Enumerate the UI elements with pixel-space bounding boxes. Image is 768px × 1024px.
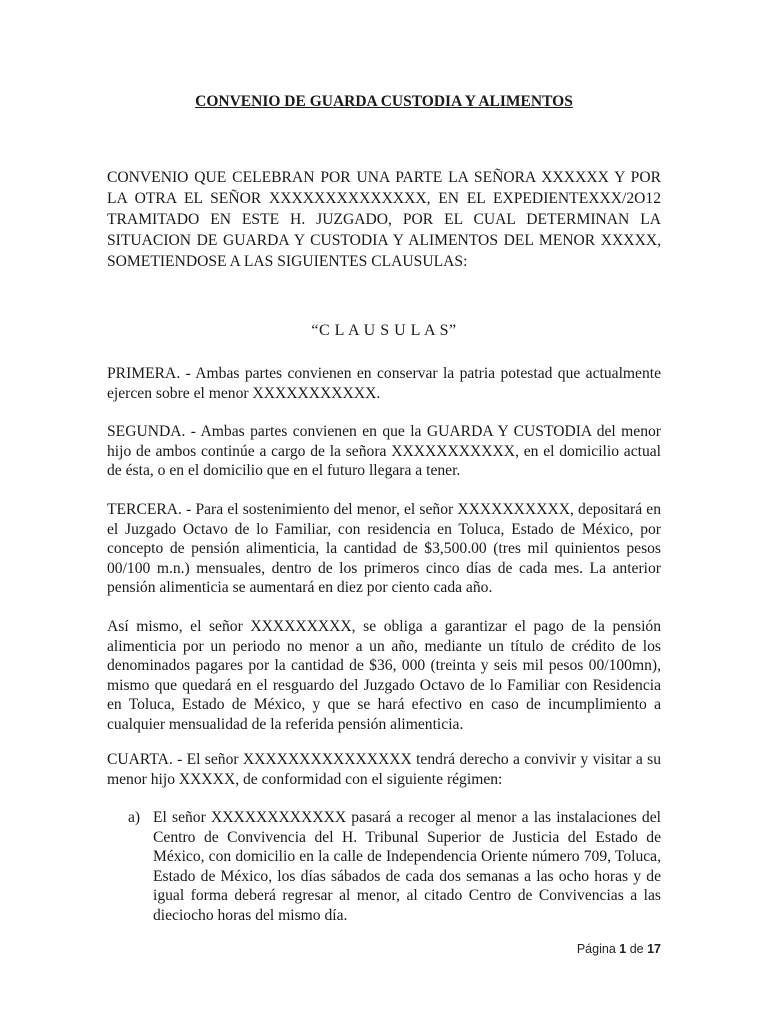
total-pages: 17 — [647, 942, 661, 956]
list-marker: a) — [128, 809, 141, 826]
list-item — [128, 808, 661, 926]
clausulas-heading: “C L A U S U L A S” — [311, 322, 457, 339]
visitation-list — [128, 808, 661, 926]
current-page: 1 — [619, 942, 627, 956]
paragraph-asimismo: Así mismo, el señor XXXXXXXXX, se obliga a garantizar el pago de la pensión alimenticia por un periodo no menor a un año, mediante un título de crédito de los denominados pagares por la cantidad de $36, 000 (treinta y seis mil pesos 00/100mn), mismo que quedará en el resguardo del Juzgado Octavo de lo Familiar con Residencia en Toluca, Estado de México, y que se hará efectivo en caso de incumplimiento a cualquier mensualidad de la referida pensión alimenticia. — [107, 618, 661, 733]
clause-tercera: TERCERA. - Para el sostenimiento del menor, el señor XXXXXXXXXX, depositará en el Juzgado Octavo de lo Familiar, con residencia en Toluca, Estado de México, por concepto de pensión alimenticia, la cantidad de $3,500.00 (tres mil quinientos pesos 00/100 m.n.) mensuales, dentro de los primeros cinco días de cada mes. La anterior pensión alimenticia se aumentará en diez por ciento cada año. — [107, 501, 661, 597]
page-number-footer — [577, 942, 661, 956]
clause-cuarta: CUARTA. - El señor XXXXXXXXXXXXXXX tendrá derecho a convivir y visitar a su menor hijo XXXXX, de conformidad con el siguiente régimen: — [107, 751, 661, 788]
intro-paragraph: CONVENIO QUE CELEBRAN POR UNA PARTE LA SEÑORA XXXXXX Y POR LA OTRA EL SEÑOR XXXXXXXXXXXXXX, EN EL EXPEDIENTEXXX/2O12 TRAMITADO EN ESTE H. JUZGADO, POR EL CUAL DETERMINAN LA SITUACION DE GUARDA Y CUSTODIA Y ALIMENTOS DEL MENOR XXXXX, SOMETIENDOSE A LAS SIGUIENTES CLAUSULAS: — [107, 169, 661, 270]
list-item-text: El señor XXXXXXXXXXXX pasará a recoger al menor a las instalaciones del Centro de Convivencia del H. Tribunal Superior de Justicia del Estado de México, con domicilio en la calle de Independencia Oriente número 709, Toluca, Estado de México, los días sábados de cada dos semanas a las ocho horas y de igual forma deberá regresar al menor, al citado Centro de Convivencias a las dieciocho horas del mismo día. — [153, 809, 661, 924]
page-label: Página — [576, 942, 616, 956]
of-label: de — [629, 942, 644, 956]
clause-primera: PRIMERA. - Ambas partes convienen en conservar la patria potestad que actualmente ejercen sobre el menor XXXXXXXXXXX. — [107, 365, 661, 402]
clause-segunda: SEGUNDA. - Ambas partes convienen en que la GUARDA Y CUSTODIA del menor hijo de ambos continúe a cargo de la señora XXXXXXXXXXX, en el domicilio actual de ésta, o en el domicilio que en el futuro llegara a tener. — [107, 423, 661, 480]
document-title: CONVENIO DE GUARDA CUSTODIA Y ALIMENTOS — [195, 93, 573, 110]
